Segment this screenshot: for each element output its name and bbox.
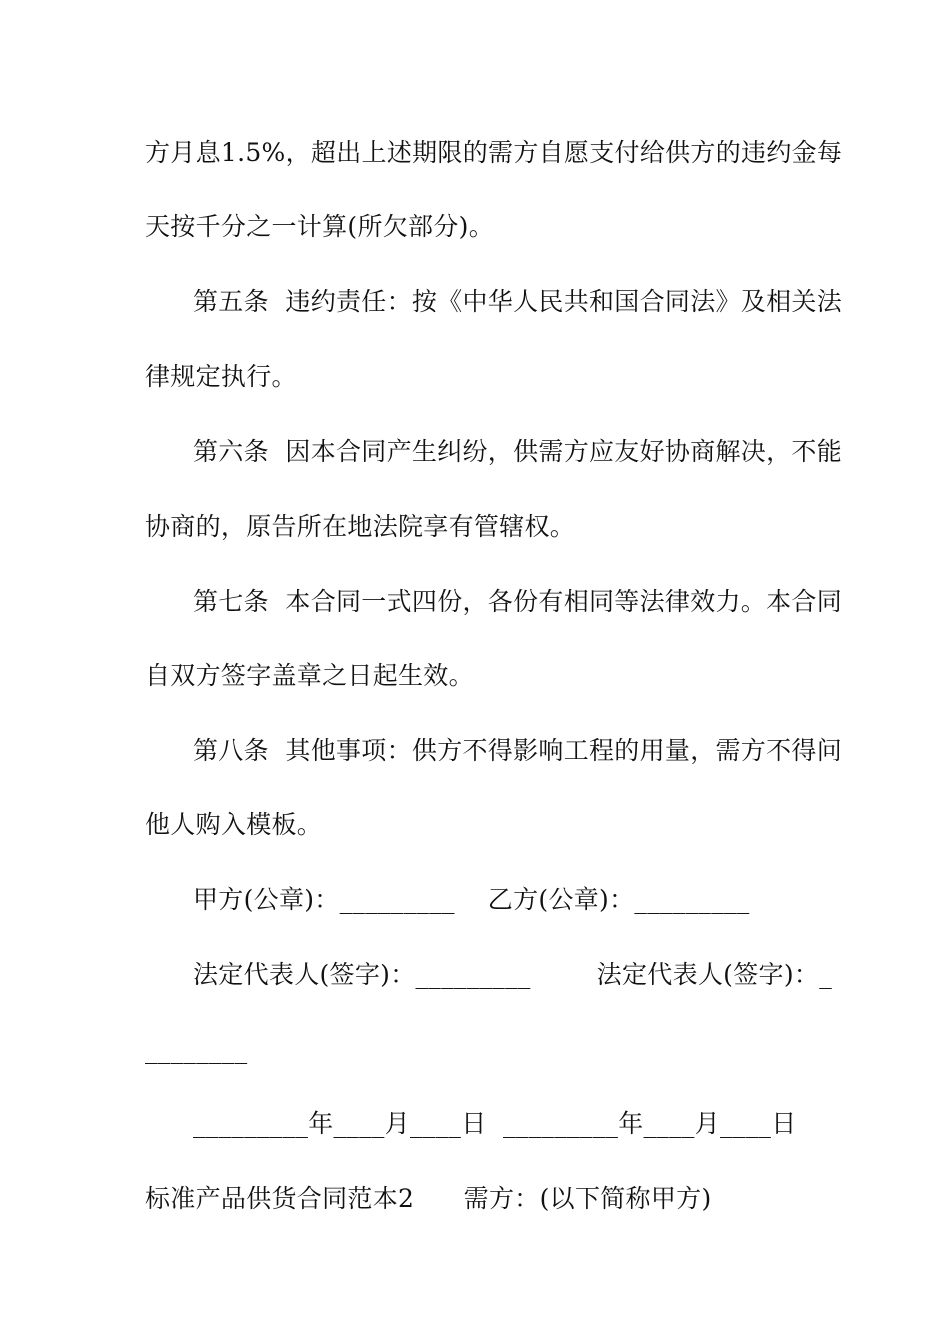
paragraph-line: 自双方签字盖章之日起生效。 (145, 661, 474, 690)
paragraph-line: 他人购入模板。 (145, 810, 323, 839)
paragraph-line: 律规定执行。 (145, 362, 297, 391)
signature-line: 法定代表人(签字)：_________ 法定代表人(签字)：_ (193, 960, 832, 989)
paragraph-line: 方月息1.5%，超出上述期限的需方自愿支付给供方的违约金每 (145, 138, 843, 167)
seal-line: 甲方(公章)：_________ 乙方(公章)：_________ (193, 885, 750, 914)
paragraph-line: 协商的，原告所在地法院享有管辖权。 (145, 512, 576, 541)
date-line: _________年____月____日 _________年____月____日 (193, 1109, 797, 1138)
article-7-line: 第七条 本合同一式四份，各份有相同等法律效力。本合同 (193, 587, 842, 616)
paragraph-line: 天按千分之一计算(所欠部分)。 (145, 212, 495, 241)
signature-continuation: ________ (145, 1035, 248, 1064)
article-8-line: 第八条 其他事项：供方不得影响工程的用量，需方不得问 (193, 736, 842, 765)
article-6-line: 第六条 因本合同产生纠纷，供需方应友好协商解决，不能 (193, 437, 842, 466)
contract-title-line: 标准产品供货合同范本2 需方：(以下简称甲方) (145, 1184, 712, 1213)
article-5-line: 第五条 违约责任：按《中华人民共和国合同法》及相关法 (193, 287, 842, 316)
